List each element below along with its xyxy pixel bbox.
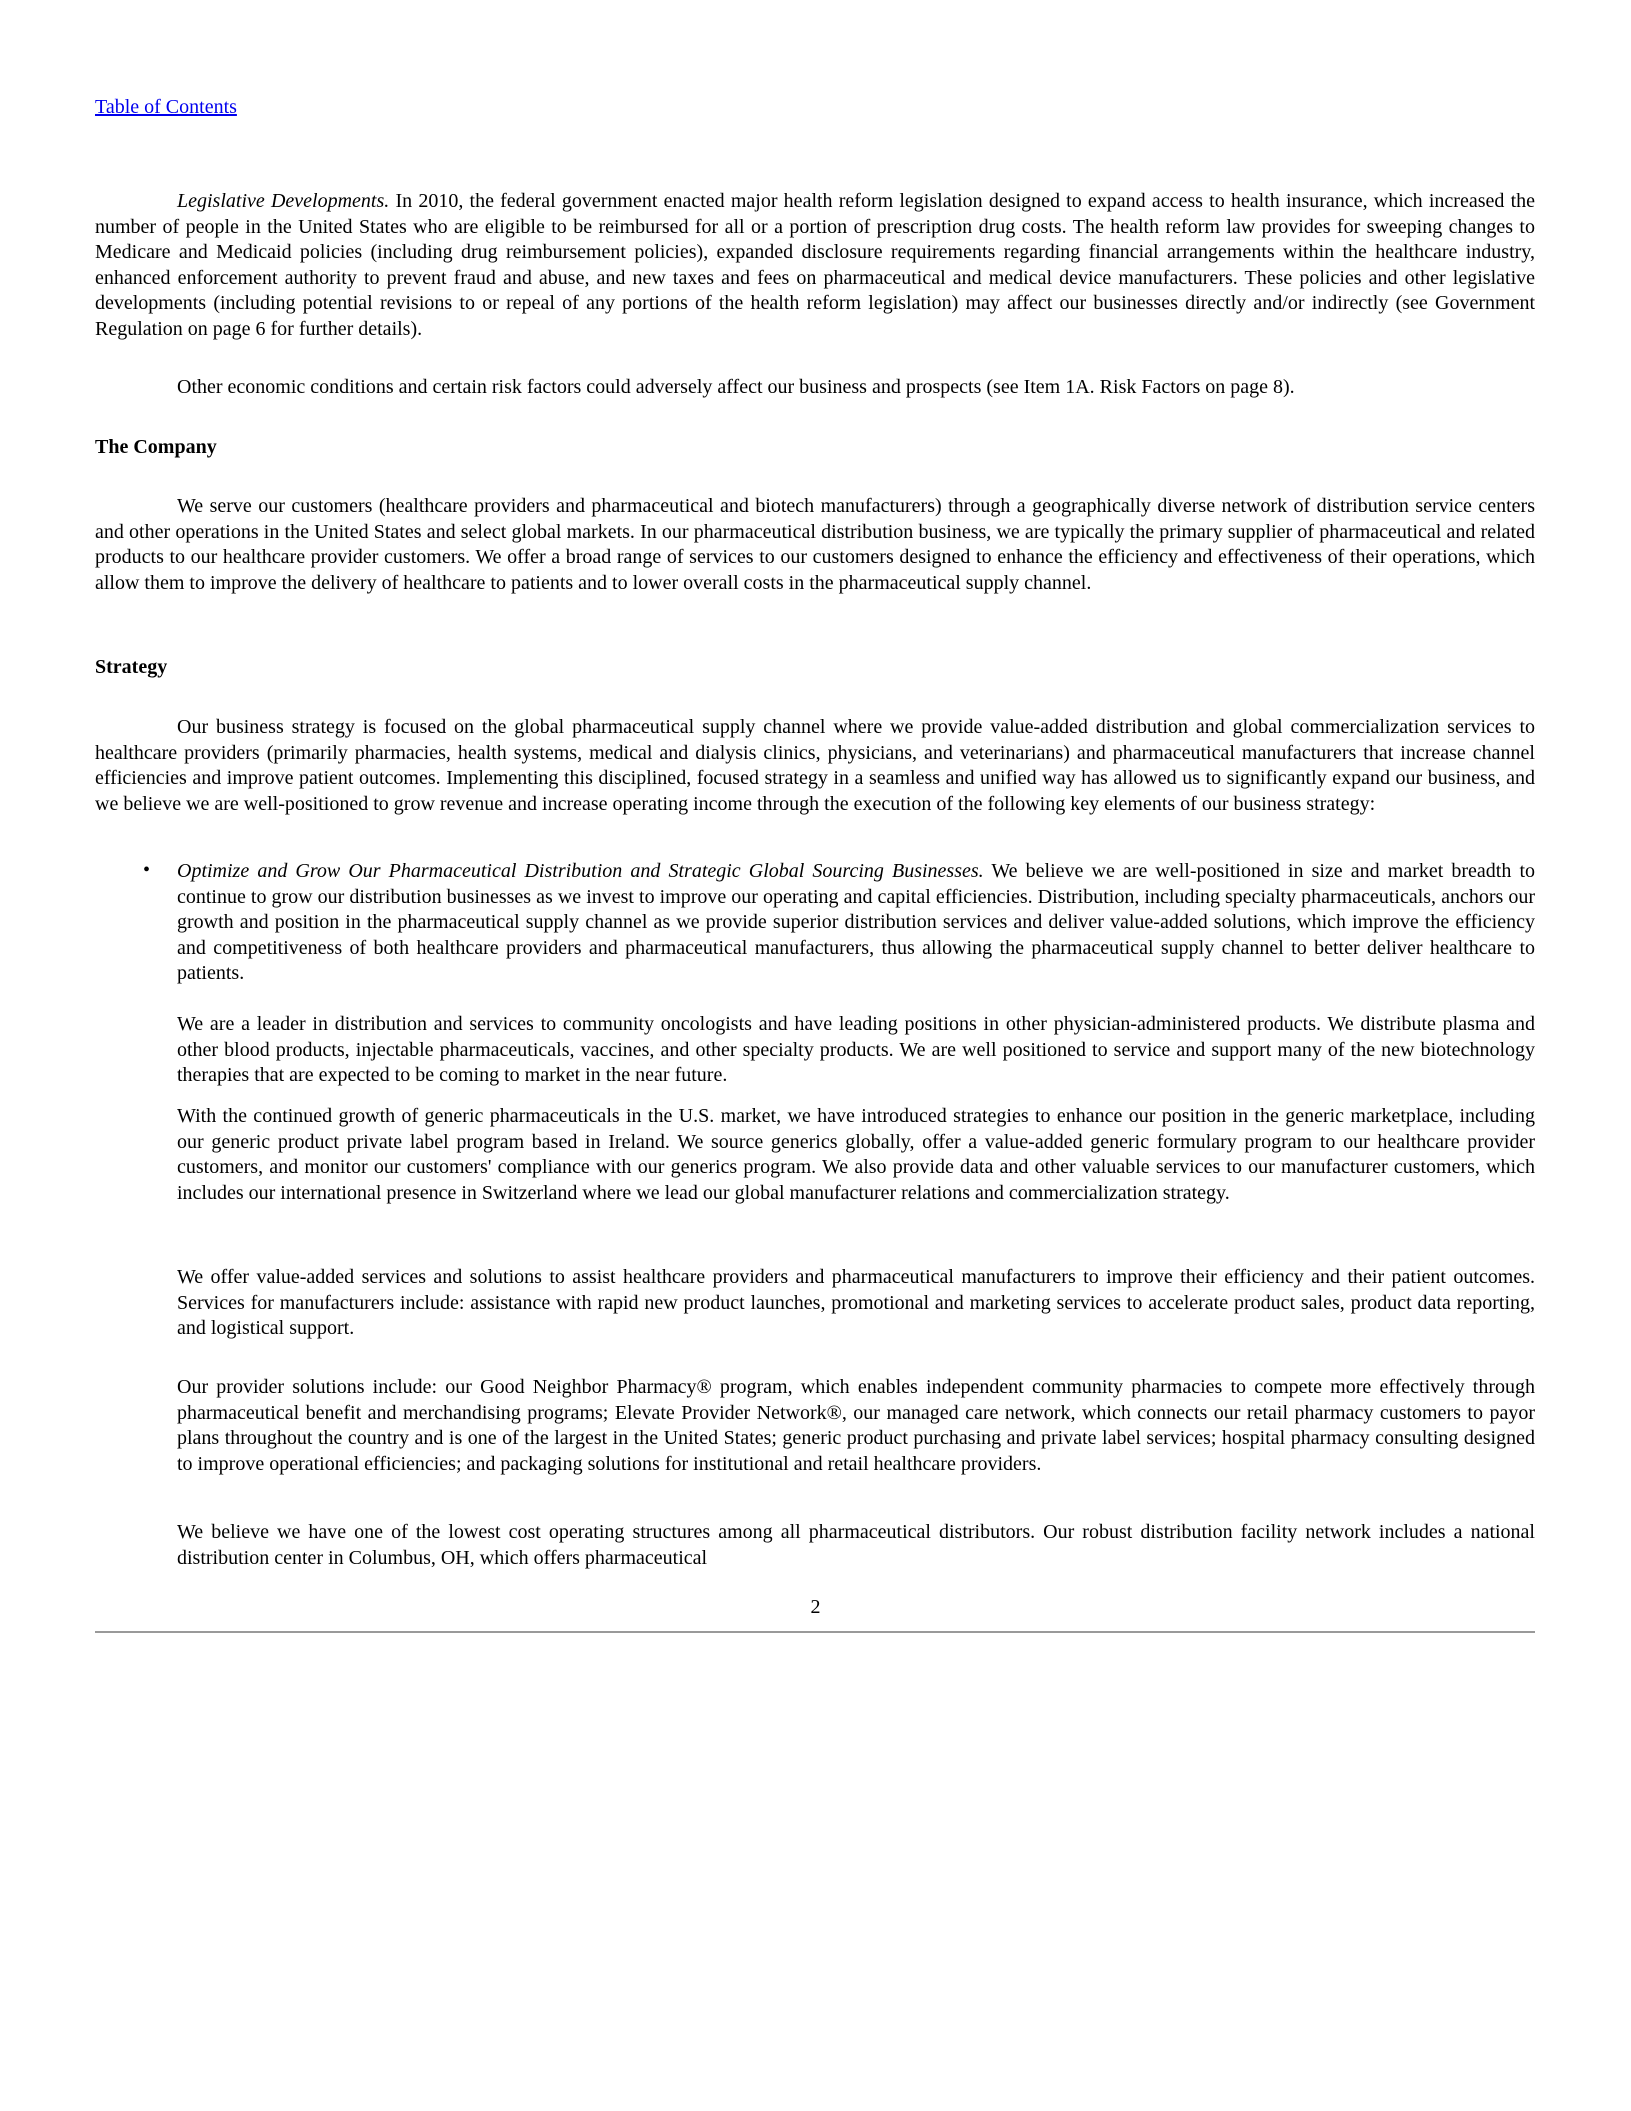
strategy-heading: Strategy xyxy=(95,656,168,678)
low-cost-paragraph: We believe we have one of the lowest cost operating structures among all pharmaceutical distributors. Our robust distribution facility network includes a national distribution center in Columbus, OH, which offers pharmaceutical xyxy=(177,1521,1535,1569)
table-of-contents-link[interactable]: Table of Contents xyxy=(95,96,237,118)
company-paragraph: We serve our customers (healthcare providers and pharmaceutical and biotech manufacturers) through a geographically diverse network of distribution service centers and other operations in the United States and select global markets. In our pharmaceutical distribution business, we are typically the primary supplier of pharmaceutical and related products to our healthcare provider customers. We offer a broad range of services to our customers designed to enhance the efficiency and effectiveness of their operations, which allow them to improve the delivery of healthcare to patients and to lower overall costs in the pharmaceutical supply channel. xyxy=(95,495,1535,594)
bullet-body: We believe we are well-positioned in size and market breadth to continue to grow our distribution businesses as we invest to improve our operating and capital efficiencies. Distribution, including specialty pharmaceuticals, anchors our growth and position in the pharmaceutical supply channel as we provide superior distribution services and deliver value-added solutions, which improve the efficiency and competitiveness of both healthcare providers and pharmaceutical manufacturers, thus allowing the pharmaceutical supply channel to better deliver healthcare to patients. xyxy=(177,860,1536,984)
legislative-paragraph xyxy=(95,189,1535,342)
page-divider xyxy=(95,1631,1535,1633)
legislative-title: Legislative Developments. xyxy=(177,190,390,212)
other-conditions-paragraph: Other economic conditions and certain risk factors could adversely affect our business and prospects (see Item 1A. Risk Factors on page 8). xyxy=(177,376,1295,398)
strategy-paragraph: Our business strategy is focused on the global pharmaceutical supply channel where we provide value-added distribution and global commercialization services to healthcare providers (primarily pharmacies, health systems, medical and dialysis clinics, physicians, and veterinarians) and pharmaceutical manufacturers that increase channel efficiencies and improve patient outcomes. Implementing this disciplined, focused strategy in a seamless and unified way has allowed us to significantly expand our business, and we believe we are well-positioned to grow revenue and increase operating income through the execution of the following key elements of our business strategy: xyxy=(95,716,1535,815)
bullet-icon: • xyxy=(143,859,151,881)
legislative-body: In 2010, the federal government enacted major health reform legislation designed to expand access to health insurance, which increased the number of people in the United States who are eligible to be reimbursed for all or a portion of prescription drug costs. The health reform law provides for sweeping changes to Medicare and Medicaid policies (including drug reimbursement policies), expanded disclosure requirements regarding financial arrangements within the healthcare industry, enhanced enforcement authority to prevent fraud and abuse, and new taxes and fees on pharmaceutical and medical device manufacturers. These policies and other legislative developments (including potential revisions to or repeal of any portions of the health reform legislation) may affect our businesses directly and/or indirectly (see Government Regulation on page 6 for further details). xyxy=(95,190,1536,340)
provider-paragraph: Our provider solutions include: our Good Neighbor Pharmacy® program, which enables independent community pharmacies to compete more effectively through pharmaceutical benefit and merchandising programs; Elevate Provider Network®, our managed care network, which connects our retail pharmacy customers to payor plans throughout the country and is one of the largest in the United States; generic product purchasing and private label services; hospital pharmacy consulting designed to improve operational efficiencies; and packaging solutions for institutional and retail healthcare providers. xyxy=(177,1376,1535,1475)
leader-paragraph: We are a leader in distribution and services to community oncologists and have leading positions in other physician-administered products. We distribute plasma and other blood products, injectable pharmaceuticals, vaccines, and other specialty products. We are well positioned to service and support many of the new biotechnology therapies that are expected to be coming to market in the near future. xyxy=(177,1013,1535,1086)
page-number: 2 xyxy=(810,1596,821,1618)
value-added-paragraph: We offer value-added services and solutions to assist healthcare providers and pharmaceutical manufacturers to improve their efficiency and their patient outcomes. Services for manufacturers include: assistance with rapid new product launches, promotional and marketing services to accelerate product sales, product data reporting, and logistical support. xyxy=(177,1266,1535,1339)
generics-paragraph: With the continued growth of generic pharmaceuticals in the U.S. market, we have introduced strategies to enhance our position in the generic marketplace, including our generic product private label program based in Ireland. We source generics globally, offer a value-added generic formulary program to our healthcare provider customers, and monitor our customers' compliance with our generics program. We also provide data and other valuable services to our manufacturer customers, which includes our international presence in Switzerland where we lead our global manufacturer relations and commercialization strategy. xyxy=(177,1105,1535,1204)
bullet-paragraph xyxy=(177,859,1535,987)
bullet-title: Optimize and Grow Our Pharmaceutical Distribution and Strategic Global Sourcing Businesses. xyxy=(177,860,984,882)
company-heading: The Company xyxy=(95,436,217,458)
